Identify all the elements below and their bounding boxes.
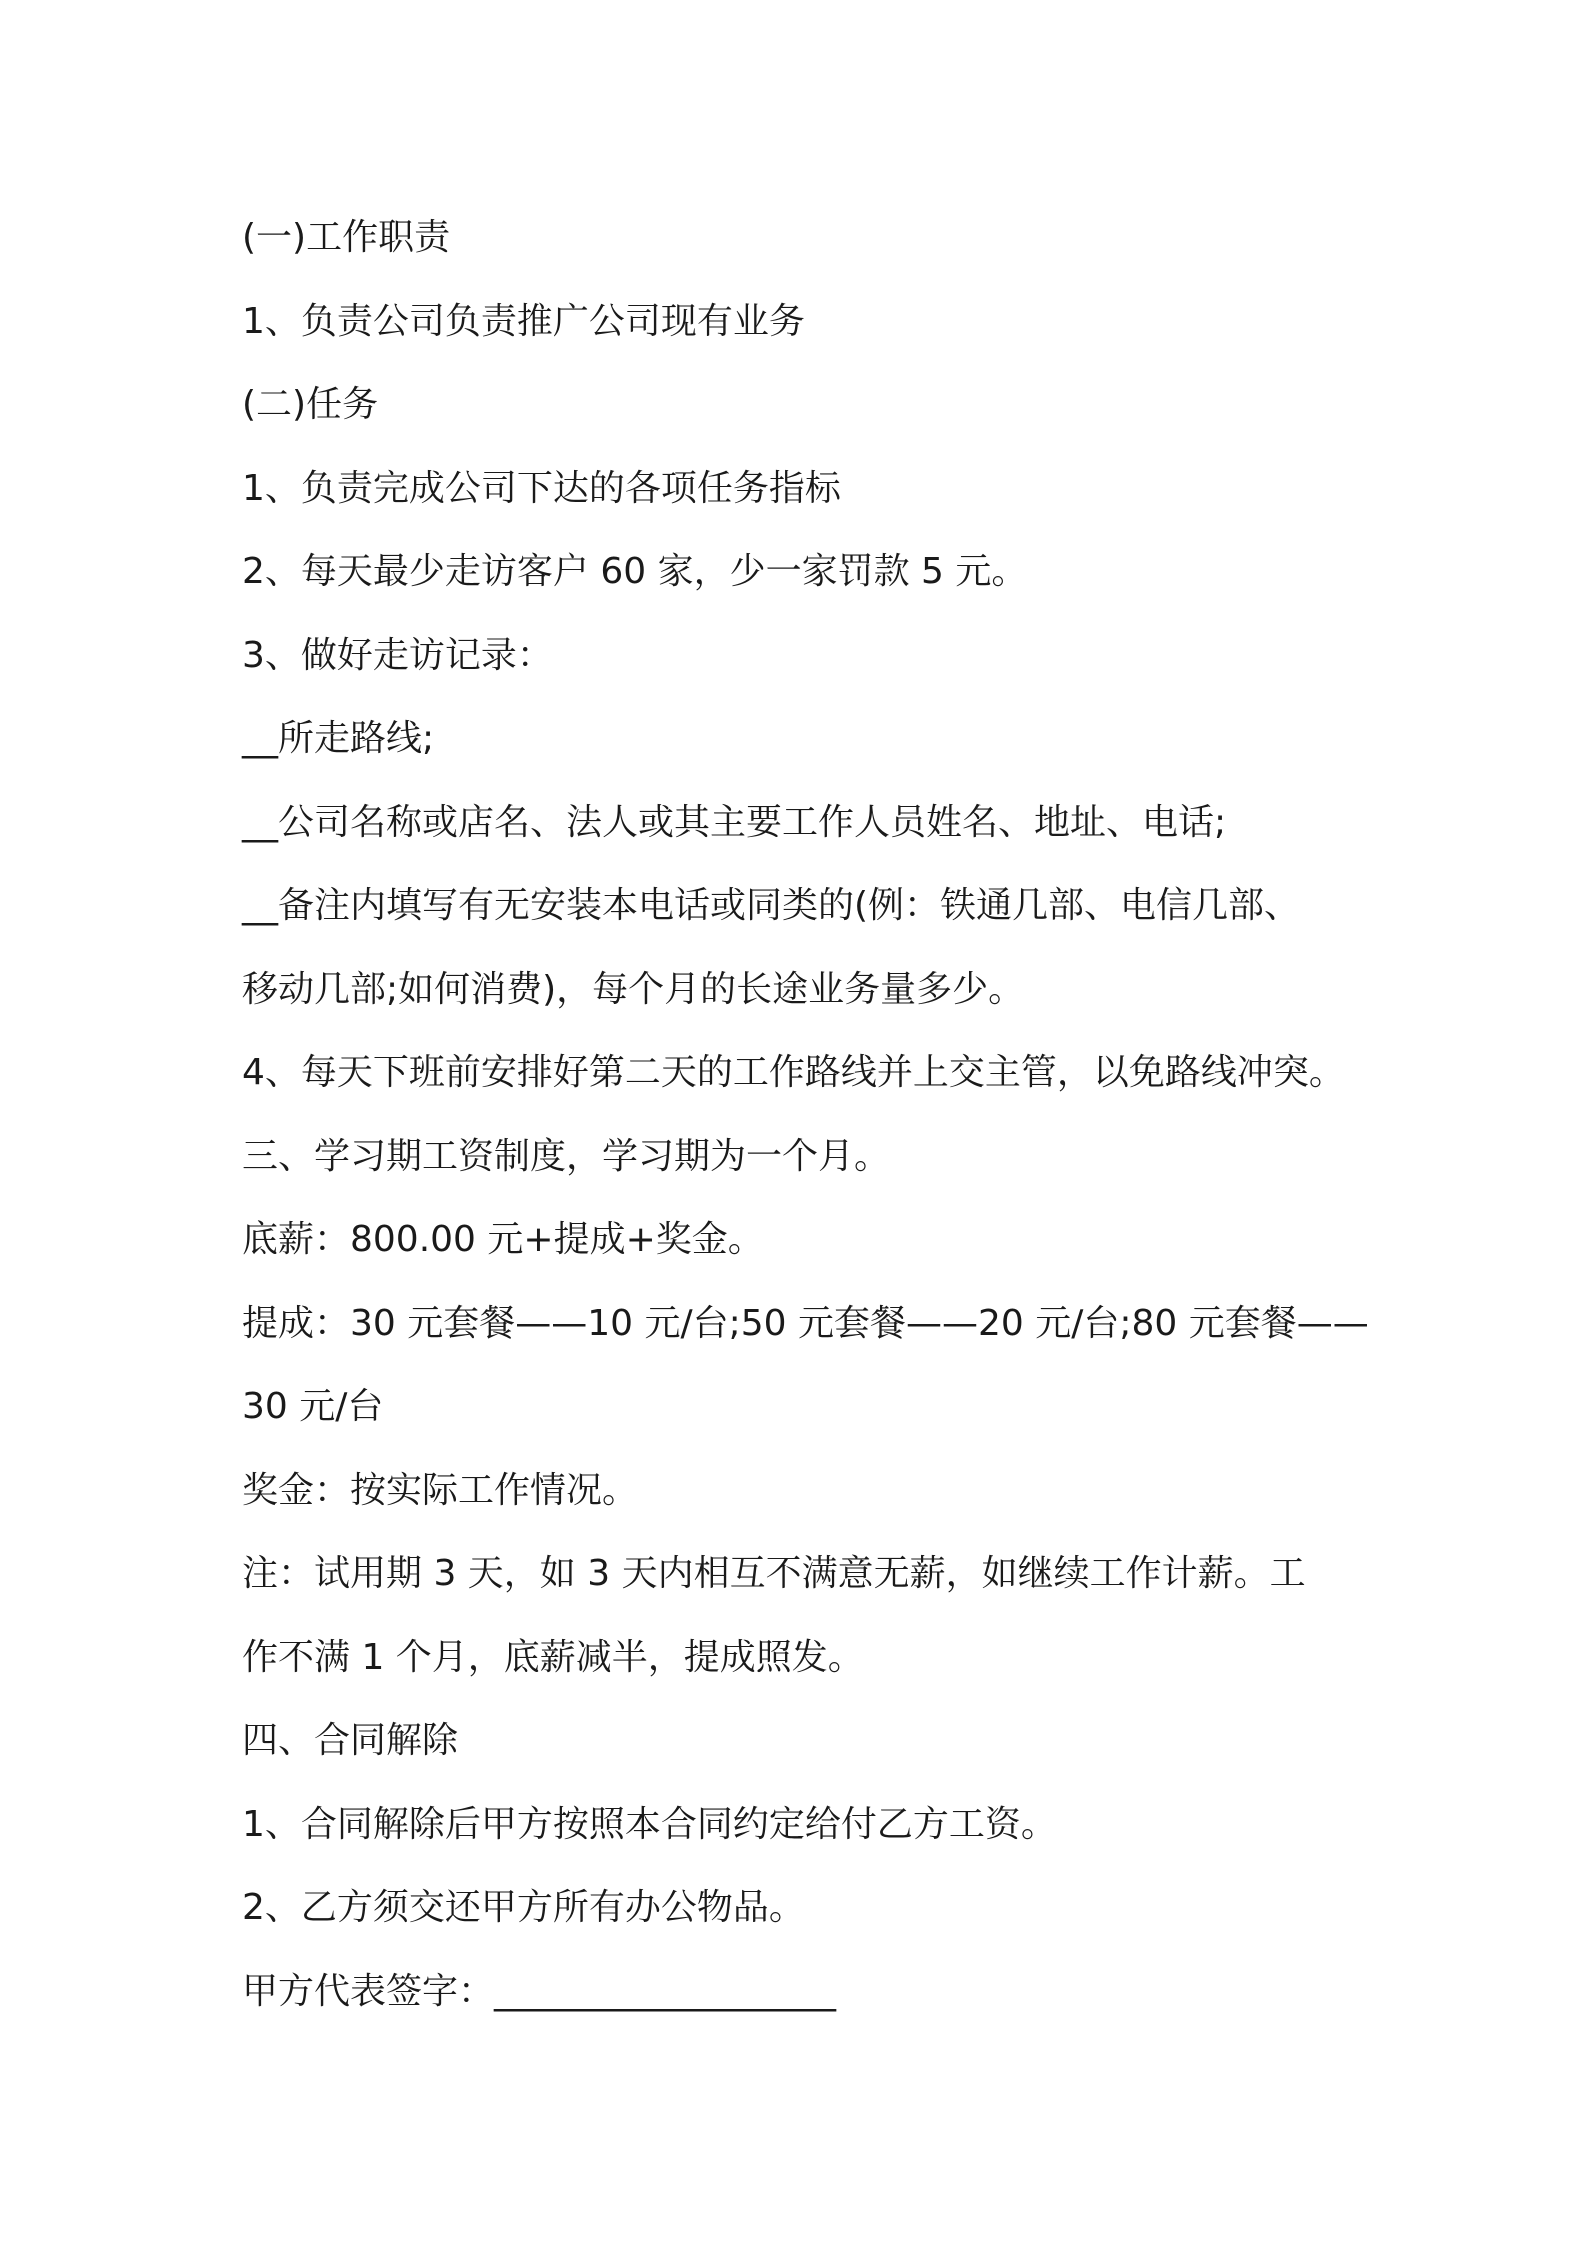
- termination-item: 2、乙方须交还甲方所有办公物品。: [242, 1887, 805, 1928]
- record-item: __备注内填写有无安装本电话或同类的(例：铁通几部、电信几部、: [242, 885, 1301, 926]
- document-body: [242, 196, 1382, 2033]
- salary-commission: 提成：30 元套餐——10 元/台;50 元套餐——20 元/台;80 元套餐——: [242, 1302, 1369, 1344]
- section-heading-duties: (一)工作职责: [242, 217, 451, 258]
- salary-bonus: 奖金：按实际工作情况。: [242, 1469, 639, 1511]
- record-item: __公司名称或店名、法人或其主要工作人员姓名、地址、电话;: [242, 801, 1227, 843]
- task-item: 3、做好走访记录：: [242, 634, 553, 676]
- record-item-continued: 移动几部;如何消费)，每个月的长途业务量多少。: [242, 968, 1025, 1010]
- salary-note: 注：试用期 3 天，如 3 天内相互不满意无薪，如继续工作计薪。工: [242, 1553, 1306, 1594]
- record-item: __所走路线;: [242, 718, 435, 759]
- salary-commission-continued: 30 元/台: [242, 1386, 384, 1427]
- task-item: 1、负责完成公司下达的各项任务指标: [242, 467, 841, 509]
- salary-base: 底薪：800.00 元+提成+奖金。: [242, 1219, 764, 1260]
- termination-item: 1、合同解除后甲方按照本合同约定给付乙方工资。: [242, 1803, 1057, 1845]
- salary-note-continued: 作不满 1 个月，底薪减半，提成照发。: [242, 1636, 864, 1678]
- section-heading-termination: 四、合同解除: [242, 1720, 459, 1761]
- duty-item: 1、负责公司负责推广公司现有业务: [242, 300, 805, 342]
- task-item: 4、每天下班前安排好第二天的工作路线并上交主管，以免路线冲突。: [242, 1052, 1345, 1093]
- section-heading-salary: 三、学习期工资制度，学习期为一个月。: [242, 1135, 891, 1177]
- signature-line: 甲方代表签字：___________________: [242, 1970, 837, 2012]
- task-item: 2、每天最少走访客户 60 家，少一家罚款 5 元。: [242, 551, 1028, 592]
- section-heading-tasks: (二)任务: [242, 384, 379, 425]
